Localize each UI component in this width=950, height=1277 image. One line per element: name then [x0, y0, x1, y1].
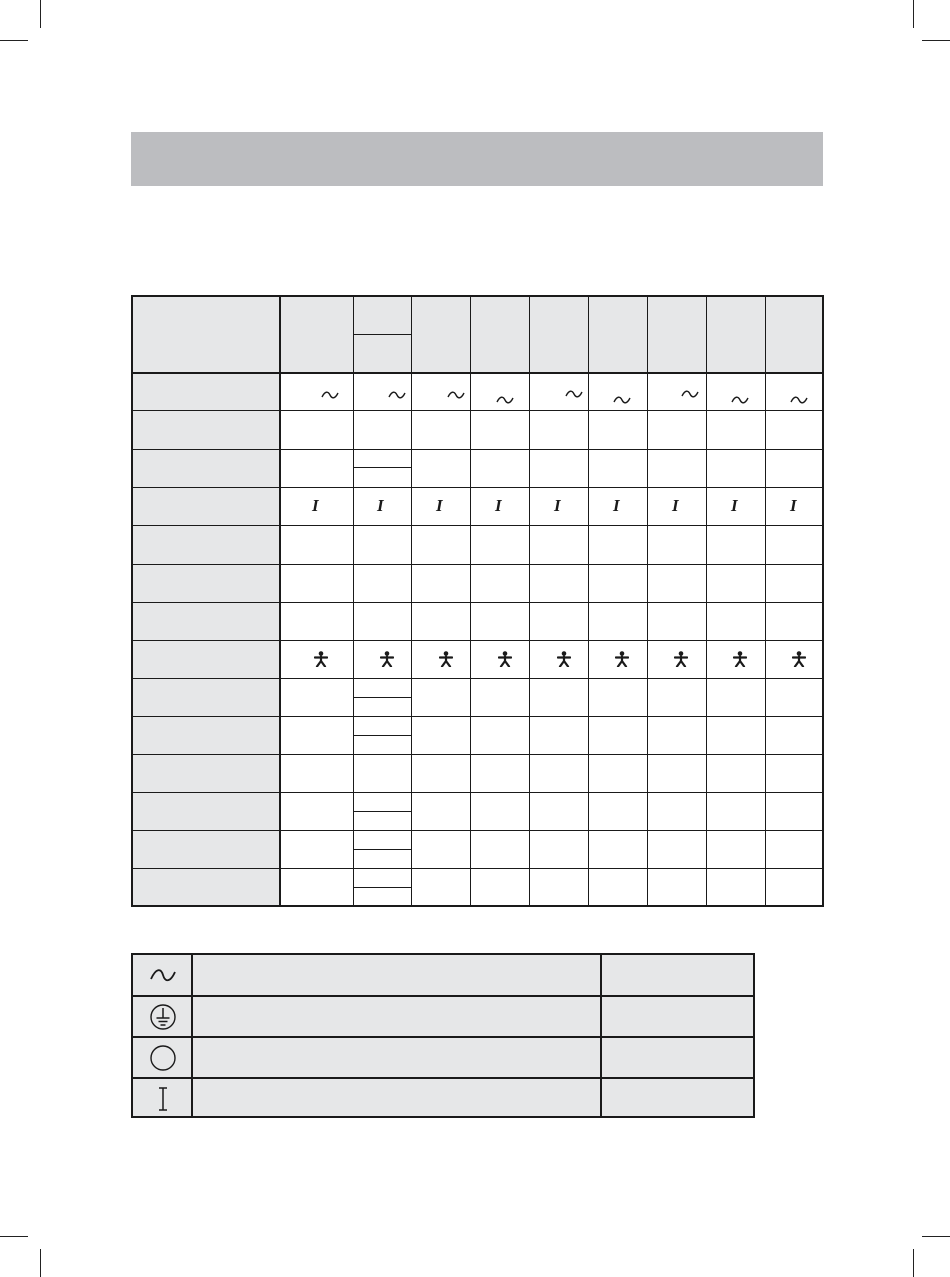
legend-description [193, 955, 601, 996]
legend-description [193, 1078, 601, 1119]
crop-mark [913, 0, 914, 28]
table-rule [133, 754, 822, 755]
legend-icon-cell [133, 1078, 192, 1119]
legend-icon-cell [133, 996, 192, 1037]
table-rule [133, 640, 822, 641]
legend-value [602, 955, 754, 996]
legend-value [602, 1078, 754, 1119]
table-rule [133, 678, 822, 679]
table-rule [353, 849, 411, 850]
type-b-body-icon [314, 651, 328, 667]
crop-mark [0, 40, 28, 41]
table-rule [353, 334, 411, 335]
table-rule [529, 297, 530, 905]
crop-mark [0, 1236, 28, 1237]
specification-table [131, 295, 824, 907]
section-header-bar [131, 132, 823, 186]
legend-rule [133, 1077, 753, 1079]
ac-wave-icon [388, 390, 406, 400]
type-b-body-icon [439, 651, 453, 667]
table-rule [353, 792, 411, 793]
class-i-symbol: I [672, 496, 679, 515]
table-rule [706, 297, 707, 905]
class-i-icon [149, 1085, 177, 1113]
ac-wave-icon [321, 390, 339, 400]
legend-icon-cell [133, 1037, 192, 1078]
table-rule [353, 830, 411, 831]
table-rule [133, 487, 822, 488]
circle-icon [149, 1044, 177, 1072]
ac-wave-icon [149, 962, 177, 990]
table-rule [353, 735, 411, 736]
legend-value [602, 996, 754, 1037]
table-rule [411, 297, 412, 905]
table-rule [133, 602, 822, 603]
table-rule [588, 297, 589, 905]
ac-wave-icon [613, 395, 631, 405]
class-i-symbol: I [790, 496, 797, 515]
symbol-legend-table [131, 953, 755, 1118]
legend-row [133, 1037, 753, 1078]
legend-row [133, 1078, 753, 1119]
table-rule [353, 887, 411, 888]
table-rule [133, 792, 822, 793]
table-rule [470, 297, 471, 905]
legend-value [602, 1037, 754, 1078]
type-b-body-icon [792, 651, 806, 667]
type-b-body-icon [380, 651, 394, 667]
table-rule [353, 868, 411, 869]
table-rule [133, 525, 822, 526]
ac-wave-icon [565, 389, 583, 399]
table-rule [353, 716, 411, 717]
crop-mark [922, 1236, 950, 1237]
ac-wave-icon [496, 395, 514, 405]
table-rule [353, 297, 354, 905]
table-rule [133, 410, 822, 411]
legend-rule [133, 995, 753, 997]
class-i-symbol: I [613, 496, 620, 515]
protective-earth-icon [149, 1003, 177, 1031]
class-i-symbol: I [554, 496, 561, 515]
table-rule [353, 467, 411, 468]
table-rule [353, 811, 411, 812]
header-row [133, 297, 822, 373]
ac-wave-icon [447, 390, 465, 400]
table-rule [133, 716, 822, 717]
table-rule [133, 372, 822, 374]
legend-row [133, 955, 753, 996]
table-rule [279, 297, 281, 905]
class-i-symbol: I [312, 496, 319, 515]
class-i-symbol: I [377, 496, 384, 515]
legend-rule [191, 955, 193, 1116]
class-i-symbol: I [731, 496, 738, 515]
table-rule [133, 868, 822, 869]
crop-mark [40, 0, 41, 28]
type-b-body-icon [615, 651, 629, 667]
table-rule [133, 564, 822, 565]
crop-mark [40, 1249, 41, 1277]
legend-description [193, 1037, 601, 1078]
ac-wave-icon [681, 389, 699, 399]
legend-icon-cell [133, 955, 192, 996]
crop-mark [913, 1249, 914, 1277]
type-b-body-icon [557, 651, 571, 667]
legend-rule [600, 955, 602, 1116]
type-b-body-icon [733, 651, 747, 667]
table-rule [353, 697, 411, 698]
type-b-body-icon [498, 651, 512, 667]
crop-mark [922, 40, 950, 41]
table-rule [765, 297, 766, 905]
legend-rule [133, 1036, 753, 1038]
table-rule [133, 449, 822, 450]
class-i-symbol: I [436, 496, 443, 515]
table-rule [133, 830, 822, 831]
type-b-body-icon [674, 651, 688, 667]
ac-wave-icon [731, 395, 749, 405]
legend-description [193, 996, 601, 1037]
ac-wave-icon [790, 395, 808, 405]
legend-row [133, 996, 753, 1037]
table-rule [647, 297, 648, 905]
class-i-symbol: I [495, 496, 502, 515]
row-label-column [133, 297, 280, 905]
